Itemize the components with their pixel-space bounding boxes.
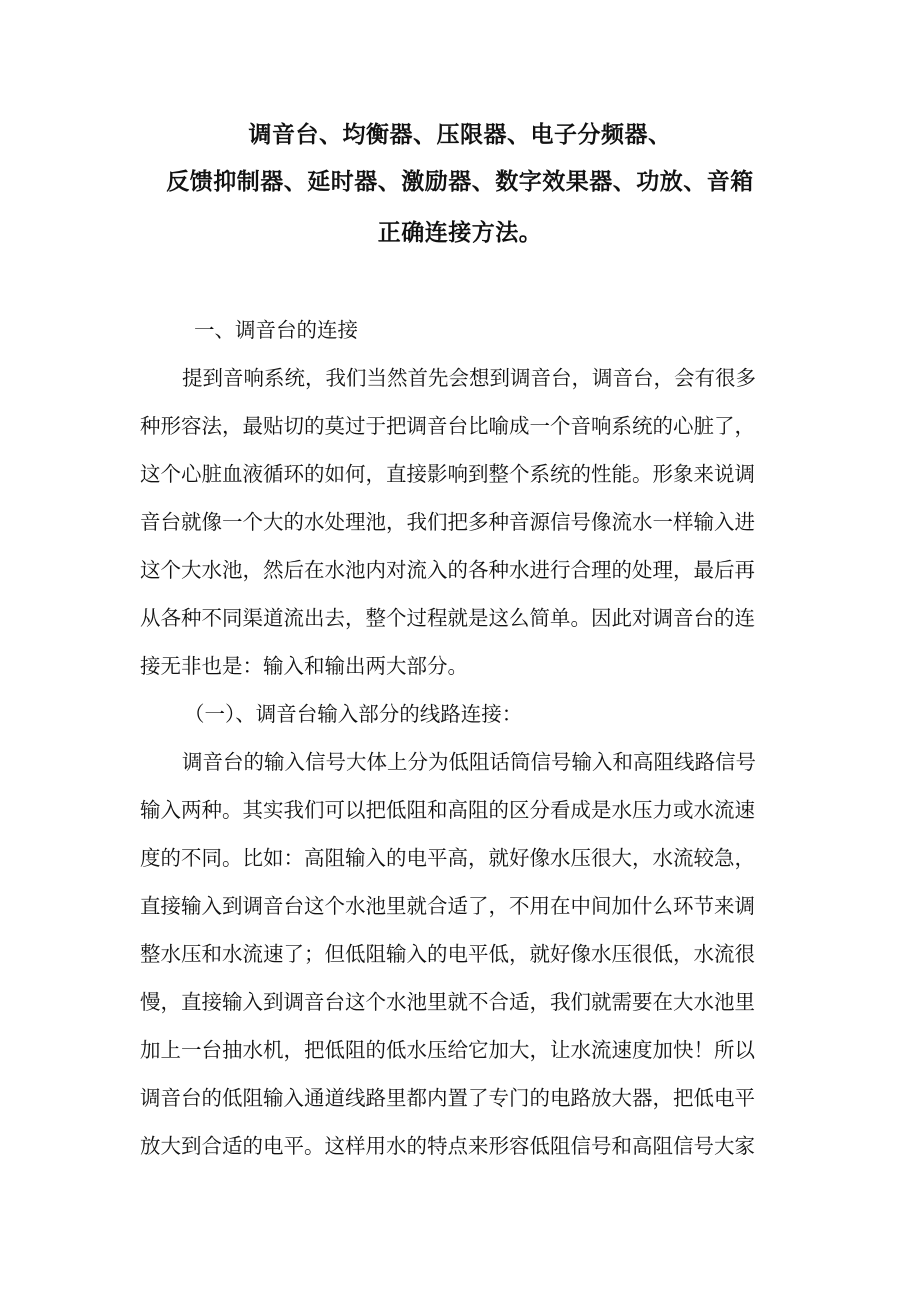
- document-title-line-1: 调音台、均衡器、压限器、电子分频器、: [248, 122, 672, 148]
- document-title-line-2: 反馈抑制器、延时器、激励器、数字效果器、功放、音箱: [166, 169, 754, 195]
- paragraph-2-line-2: 输入两种。其实我们可以把低阻和高阻的区分看成是水压力或水流速: [140, 798, 755, 822]
- paragraph-2-line-8: 调音台的低阻输入通道线路里都内置了专门的电路放大器，把低电平: [140, 1086, 755, 1110]
- paragraph-1-line-7: 接无非也是：输入和输出两大部分。: [140, 654, 468, 678]
- paragraph-1-line-6: 从各种不同渠道流出去，整个过程就是这么简单。因此对调音台的连: [140, 606, 755, 630]
- paragraph-2-line-3: 度的不同。比如：高阻输入的电平高，就好像水压很大，水流较急，: [140, 846, 755, 870]
- paragraph-1-line-4: 音台就像一个大的水处理池，我们把多种音源信号像流水一样输入进: [140, 510, 755, 534]
- paragraph-2-line-1: 调音台的输入信号大体上分为低阻话筒信号输入和高阻线路信号: [182, 750, 756, 774]
- section-heading: 一、调音台的连接: [194, 318, 358, 342]
- paragraph-2-line-9: 放大到合适的电平。这样用水的特点来形容低阻信号和高阻信号大家: [140, 1134, 755, 1158]
- paragraph-2-line-5: 整水压和水流速了；但低阻输入的电平低，就好像水压很低，水流很: [140, 942, 755, 966]
- paragraph-2-line-4: 直接输入到调音台这个水池里就合适了，不用在中间加什么环节来调: [140, 894, 755, 918]
- document-title-line-3: 正确连接方法。: [377, 220, 543, 246]
- paragraph-1-line-5: 这个大水池，然后在水池内对流入的各种水进行合理的处理，最后再: [140, 558, 755, 582]
- paragraph-1-line-2: 种形容法，最贴切的莫过于把调音台比喻成一个音响系统的心脏了，: [140, 414, 755, 438]
- paragraph-2-line-7: 加上一台抽水机，把低阻的低水压给它加大，让水流速度加快！所以: [140, 1038, 755, 1062]
- paragraph-2-line-6: 慢，直接输入到调音台这个水池里就不合适，我们就需要在大水池里: [140, 990, 755, 1014]
- paragraph-1-line-3: 这个心脏血液循环的如何，直接影响到整个系统的性能。形象来说调: [140, 462, 755, 486]
- paragraph-1-line-1: 提到音响系统，我们当然首先会想到调音台，调音台，会有很多: [182, 366, 756, 390]
- subsection-heading: （一）、调音台输入部分的线路连接：: [184, 702, 523, 726]
